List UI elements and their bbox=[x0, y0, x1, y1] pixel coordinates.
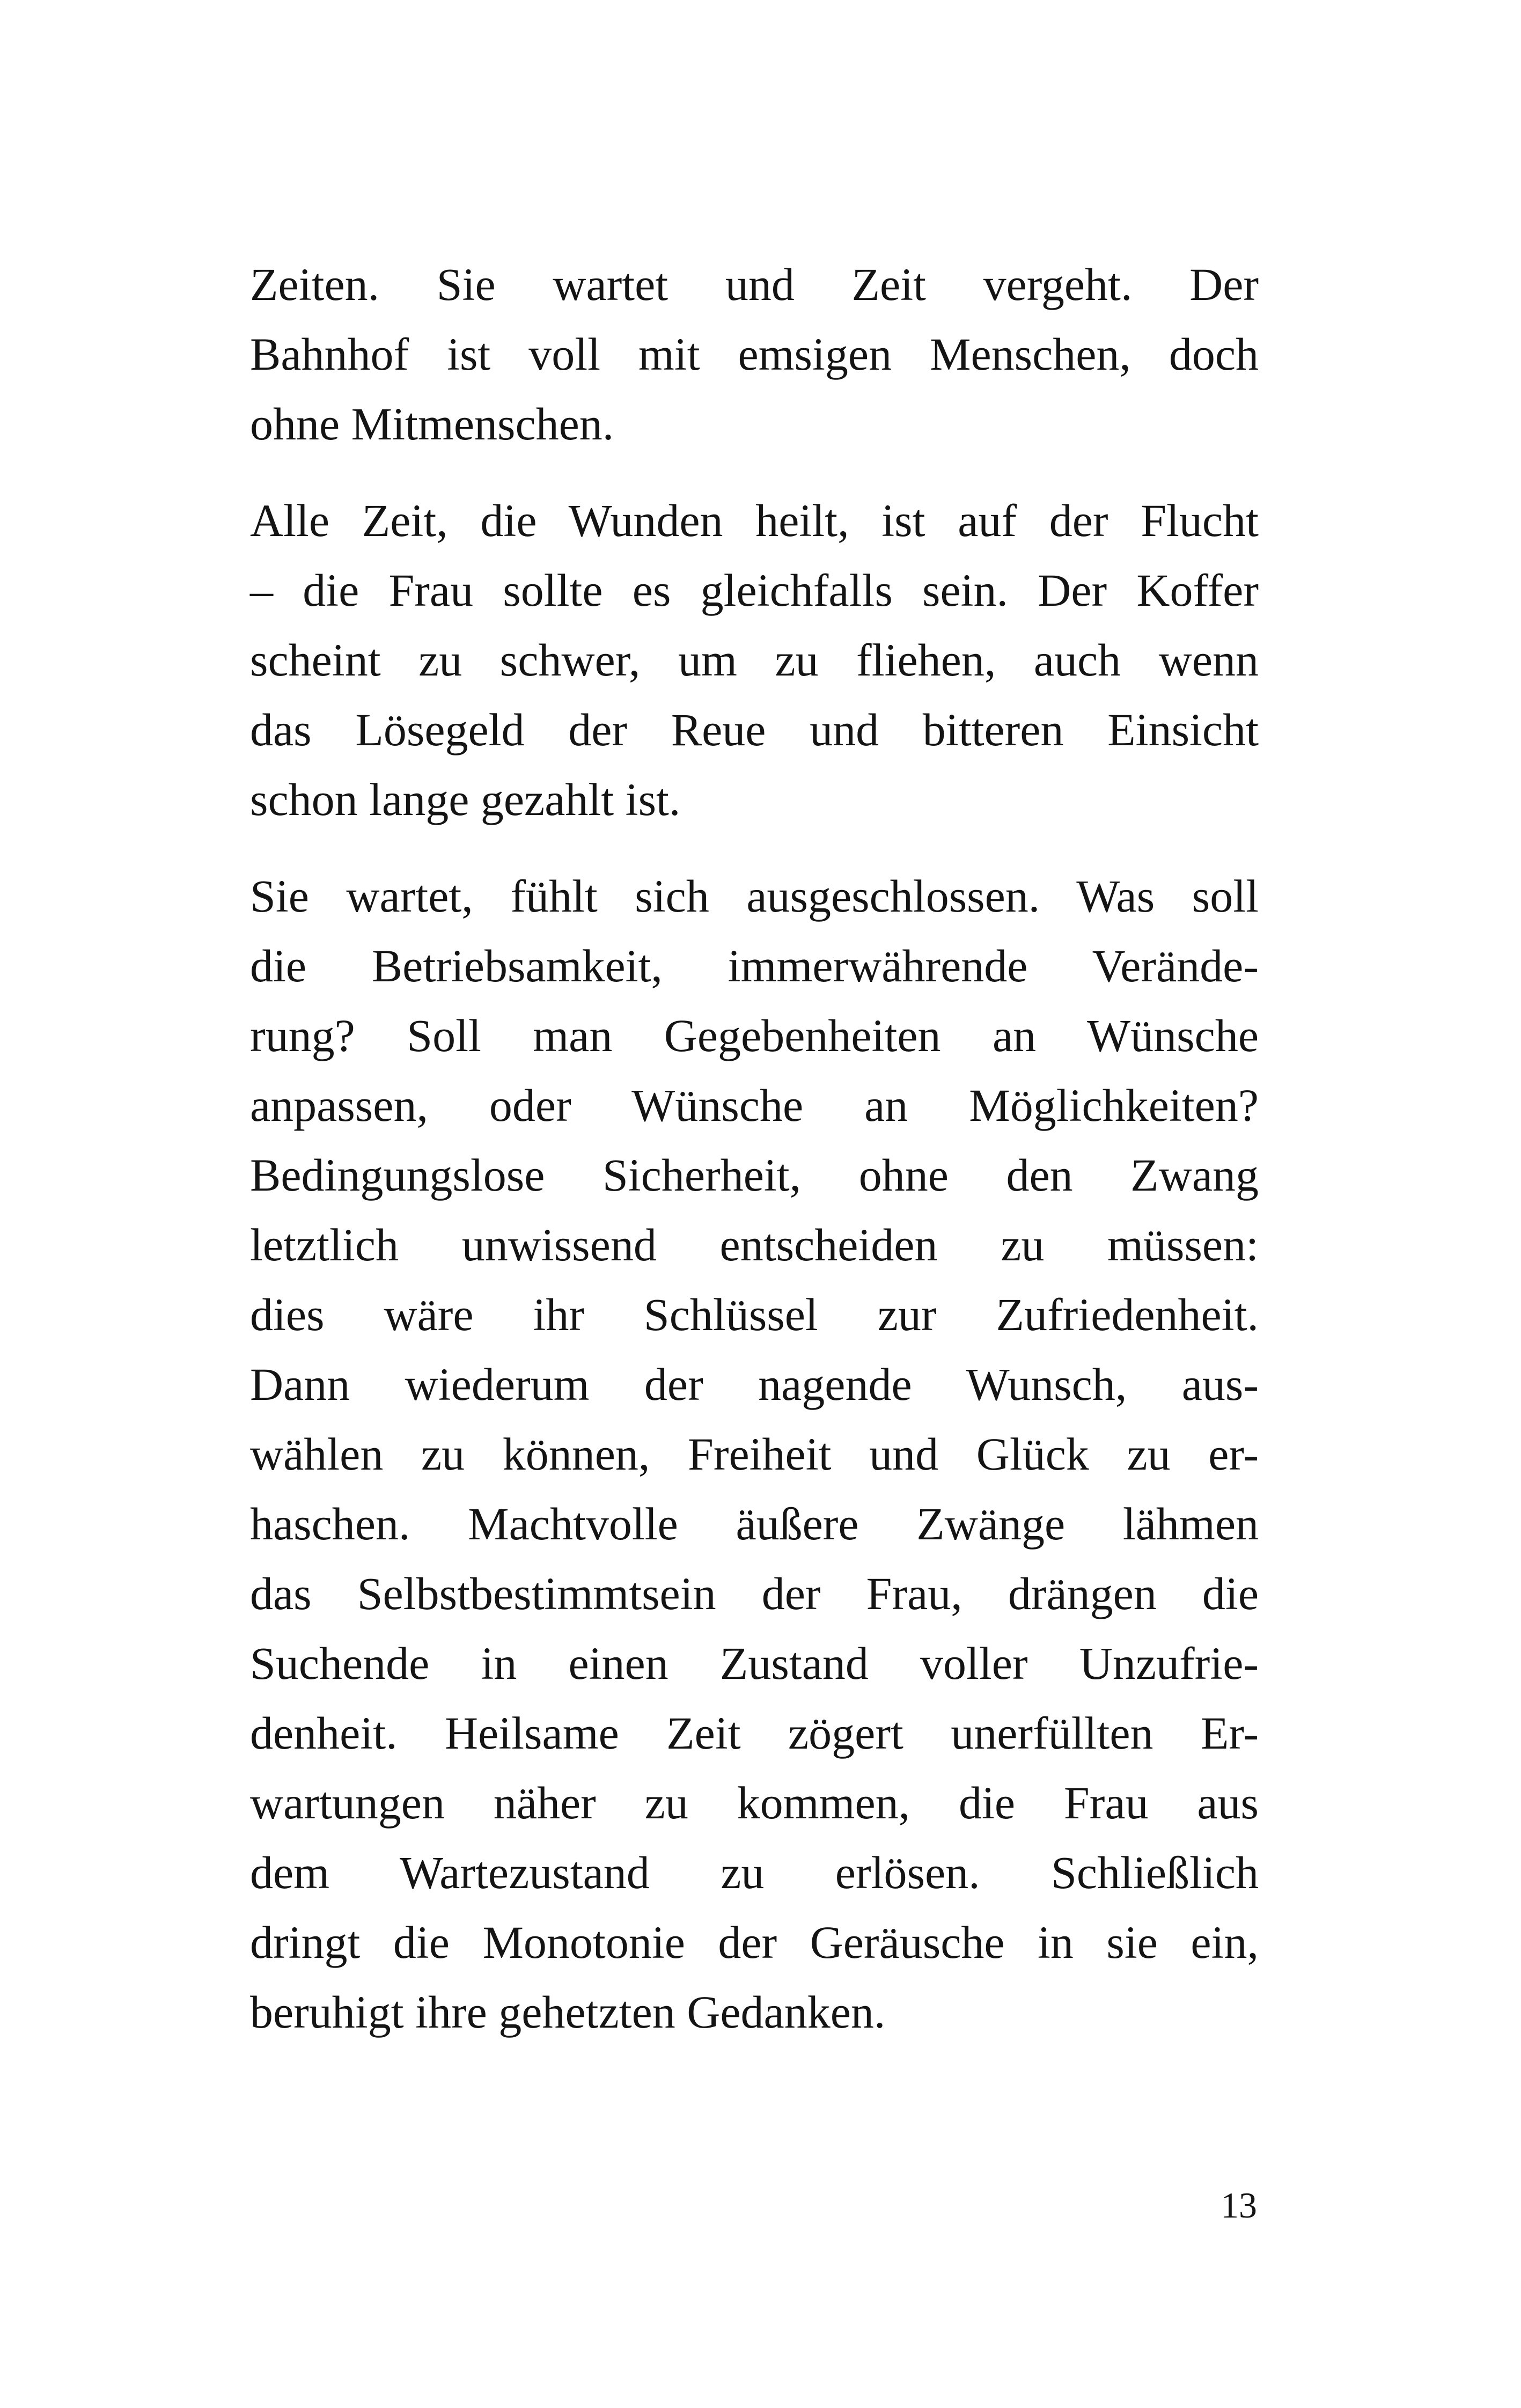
text-line: ohne Mitmenschen. bbox=[250, 398, 614, 450]
text-line: dem Wartezustand zu erlösen. Schließlich bbox=[250, 1847, 1259, 1898]
text-line: schon lange gezahlt ist. bbox=[250, 774, 681, 825]
page-number: 13 bbox=[1221, 2185, 1257, 2226]
paragraph-spacing bbox=[250, 459, 1259, 486]
text-line: Dann wiederum der nagende Wunsch, aus- bbox=[250, 1359, 1259, 1410]
text-line: denheit. Heilsame Zeit zögert unerfüllten Er- bbox=[250, 1707, 1259, 1759]
paragraph-3 bbox=[250, 861, 1259, 2047]
text-line: haschen. Machtvolle äußere Zwänge lähmen bbox=[250, 1498, 1259, 1550]
text-line: scheint zu schwer, um zu fliehen, auch wenn bbox=[250, 634, 1259, 686]
text-line: die Betriebsamkeit, immerwährende Verände- bbox=[250, 940, 1259, 992]
paragraph-spacing bbox=[250, 834, 1259, 861]
text-line: Bahnhof ist voll mit emsigen Menschen, doch bbox=[250, 328, 1259, 380]
text-line: das Selbstbestimmtsein der Frau, drängen die bbox=[250, 1568, 1259, 1619]
text-line: dies wäre ihr Schlüssel zur Zufriedenheit. bbox=[250, 1289, 1259, 1340]
text-line: Alle Zeit, die Wunden heilt, ist auf der Flucht bbox=[250, 495, 1259, 546]
text-line: anpassen, oder Wünsche an Möglichkeiten? bbox=[250, 1080, 1259, 1131]
text-line: das Lösegeld der Reue und bitteren Einsicht bbox=[250, 704, 1259, 755]
text-line: wählen zu können, Freiheit und Glück zu er- bbox=[250, 1428, 1259, 1480]
text-line: Suchende in einen Zustand voller Unzufrie- bbox=[250, 1638, 1259, 1689]
text-line: beruhigt ihre gehetzten Gedanken. bbox=[250, 1986, 886, 2038]
paragraph-1 bbox=[250, 249, 1259, 459]
text-line: Sie wartet, fühlt sich ausgeschlossen. Was soll bbox=[250, 870, 1259, 922]
text-line: rung? Soll man Gegebenheiten an Wünsche bbox=[250, 1010, 1259, 1061]
text-line: wartungen näher zu kommen, die Frau aus bbox=[250, 1777, 1259, 1829]
paragraph-2 bbox=[250, 486, 1259, 834]
text-line: dringt die Monotonie der Geräusche in sie ein, bbox=[250, 1917, 1259, 1968]
text-line: letztlich unwissend entscheiden zu müssen: bbox=[250, 1219, 1259, 1271]
text-line: Zeiten. Sie wartet und Zeit vergeht. Der bbox=[250, 259, 1259, 310]
text-line: – die Frau sollte es gleichfalls sein. Der Koffer bbox=[250, 564, 1259, 616]
body-text bbox=[250, 249, 1259, 2047]
text-line: Bedingungslose Sicherheit, ohne den Zwang bbox=[250, 1149, 1259, 1201]
